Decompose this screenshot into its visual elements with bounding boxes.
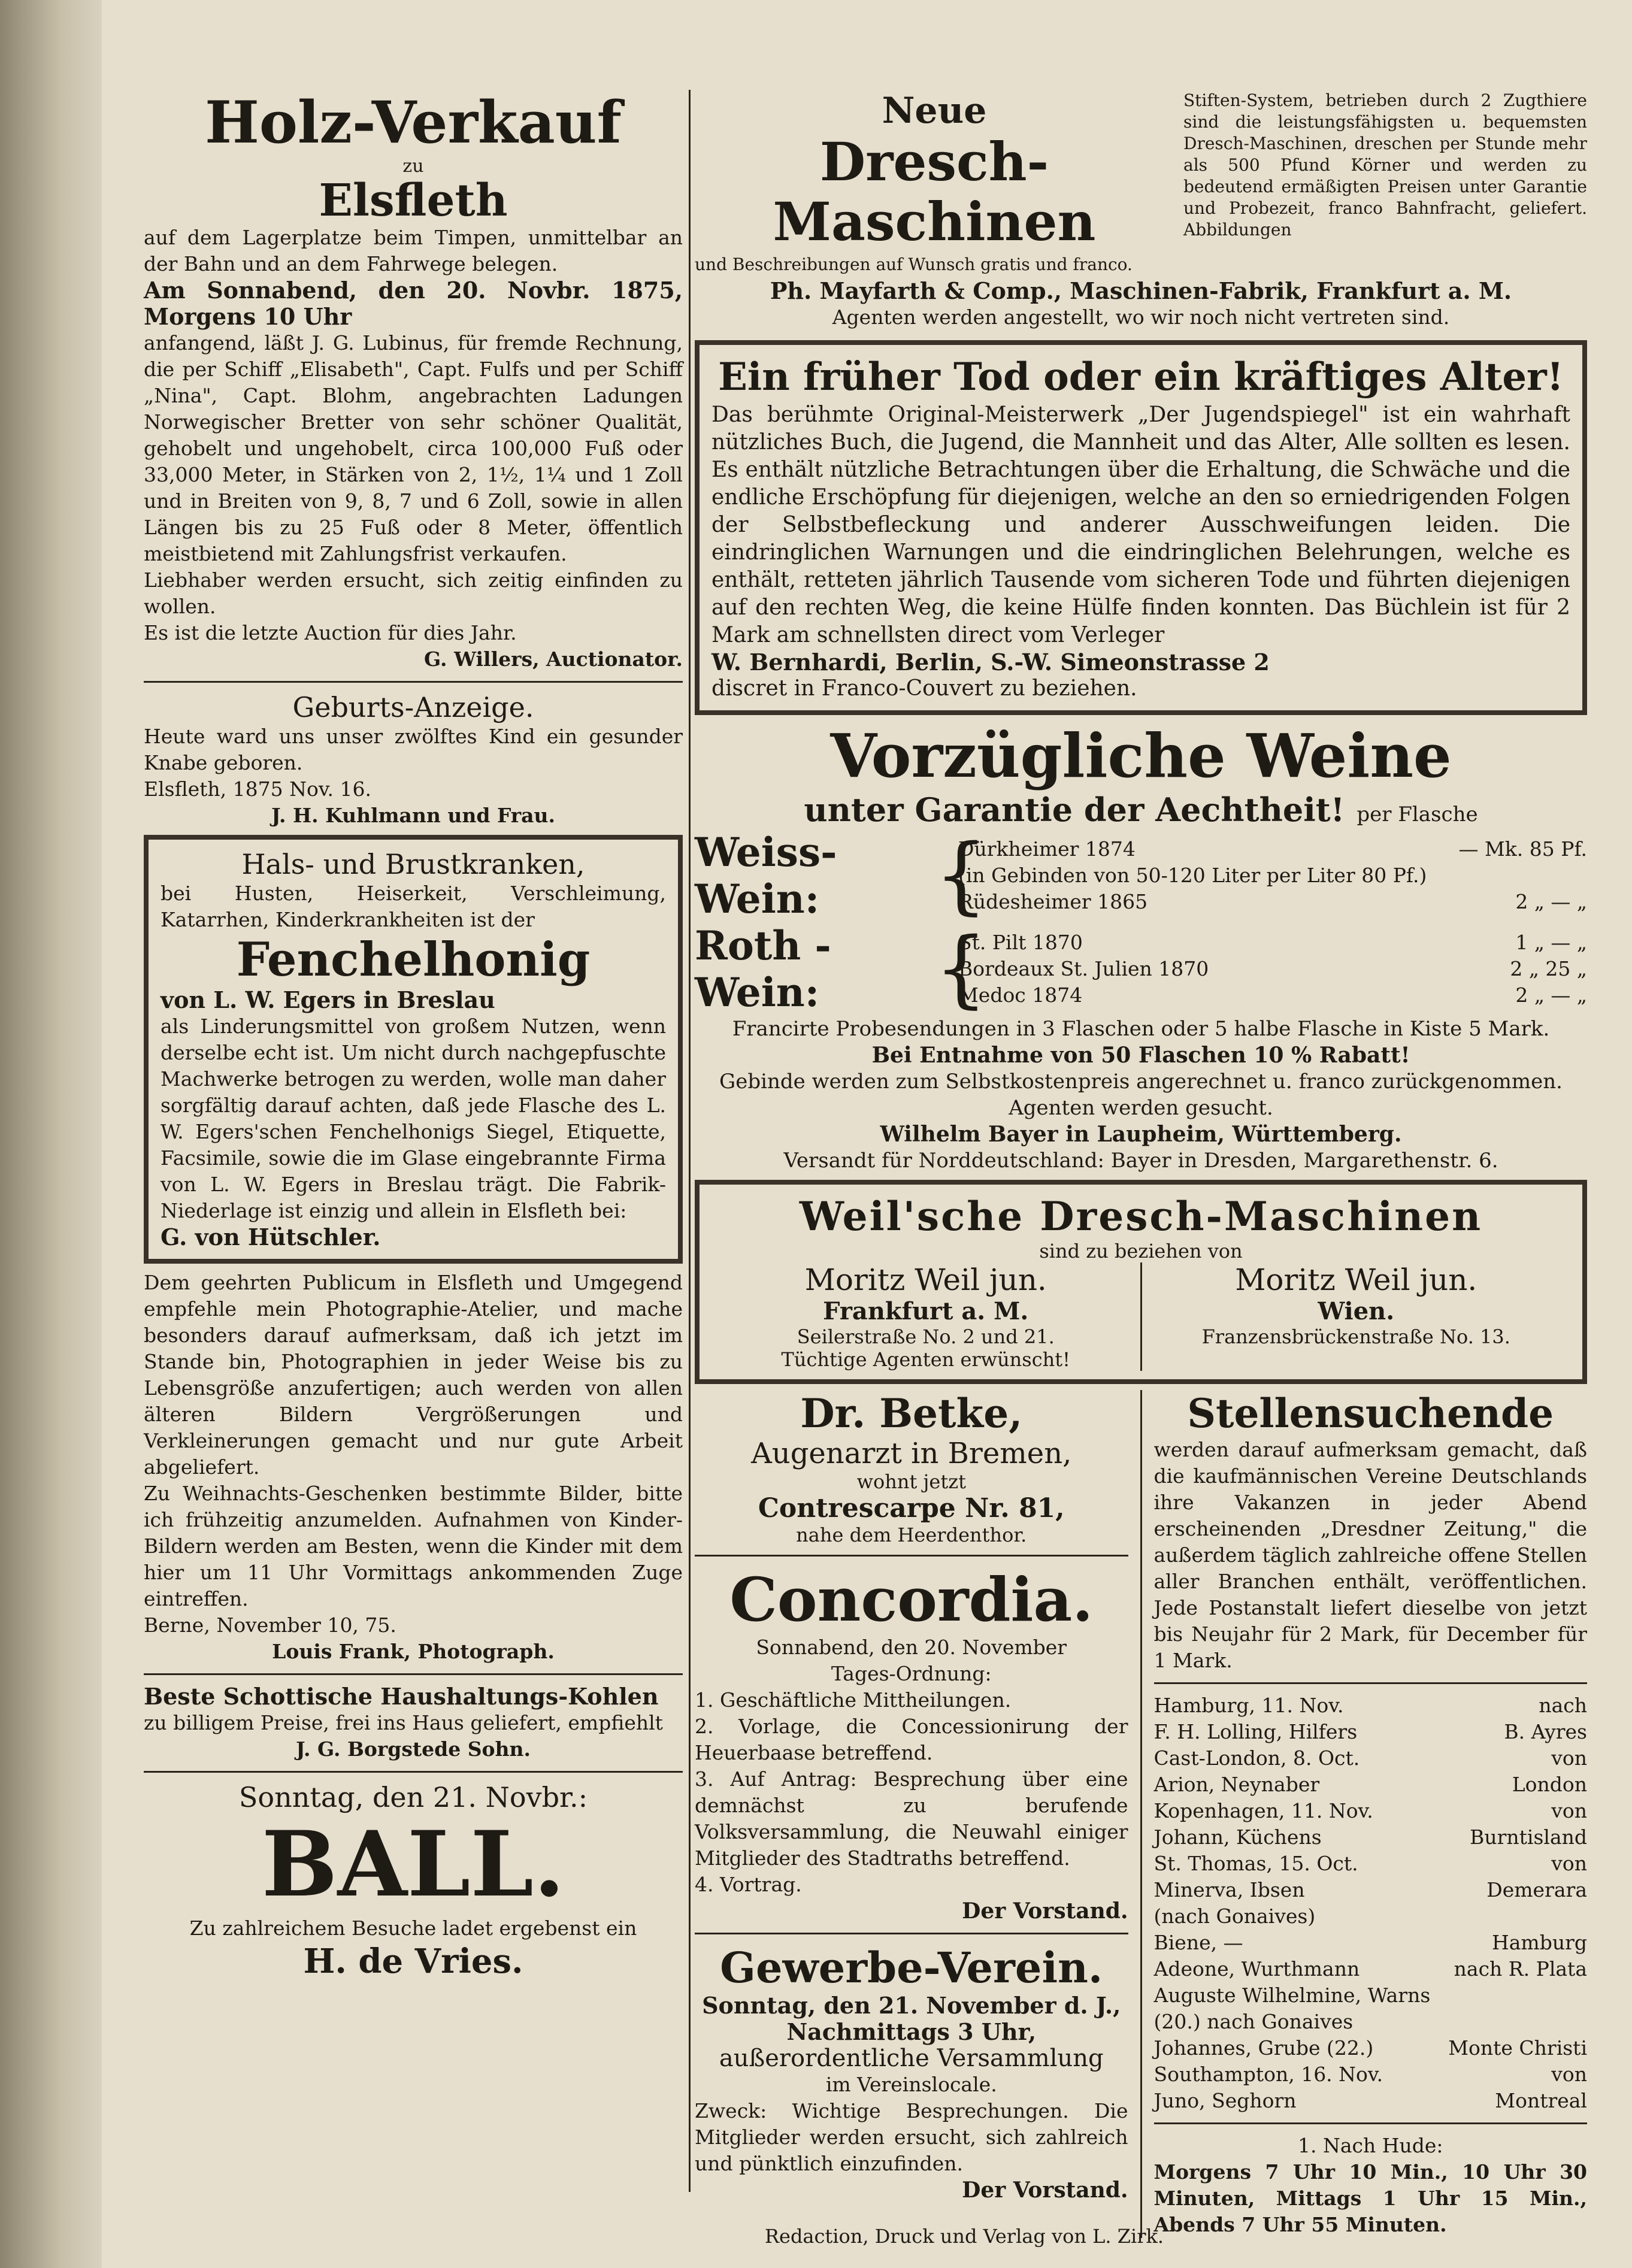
divider <box>144 681 683 683</box>
agenda-item: 3. Auf Antrag: Besprechung über eine demnächst zu berufende Volksversammlung, die Neuwahl einiger Mitglieder des Stadtraths betreffend. <box>695 1767 1128 1870</box>
ship-row-left: Minerva, Ibsen <box>1153 1878 1305 1901</box>
weil-left-name: Moritz Weil jun. <box>804 1262 1047 1297</box>
photo-text1: Dem geehrten Publicum in Elsfleth und Umgegend empfehle mein Photographie-Atelier, und mache besonders darauf aufmerksam, daß ich jetzt im Stande bin, Photographien in jeder Weise bis zu Lebensgröße anzufertigen; auch werden von allen älteren Bildern Vergrößerungen und Verkleinerungen gemacht und nur gute Arbeit abgeliefert. <box>144 1271 683 1479</box>
ship-row-left: Johannes, Grube (22.) <box>1153 2036 1374 2060</box>
wine-row-left: Dürkheimer 1874 <box>958 837 1136 861</box>
ship-row <box>1154 2088 1588 2114</box>
weine-text4: Agenten werden gesucht. <box>1009 1096 1273 1120</box>
ship-row-right: nach <box>1539 1694 1587 1717</box>
ship-row <box>1154 1745 1588 1772</box>
fenchel-title: Fenchelhonig <box>236 932 591 987</box>
fenchel-maker: von L. W. Egers in Breslau <box>161 986 495 1013</box>
ship-row-left: Biene, — <box>1153 1931 1243 1954</box>
weine-text1: Francirte Probesendungen in 3 Flaschen oder 5 halbe Flasche in Kiste 5 Mark. <box>732 1017 1550 1041</box>
roth-group: Roth - Wein: { St. Pilt 1870 1 „ — „ Bordeaux St. Julien 1870 2 „ 25 „ Medoc 1874 2 „ — „ <box>695 920 1587 1018</box>
weiss-label: Weiss-Wein: <box>695 829 837 922</box>
wine-row-left: St. Pilt 1870 <box>958 931 1083 954</box>
ship-row <box>1154 1930 1588 1956</box>
divider <box>144 1771 683 1773</box>
imprint: Redaction, Druck und Verlag von L. Zirk. <box>764 2225 1164 2248</box>
dresch-neue: Neue <box>882 90 987 132</box>
fenchel-text2: als Linderungsmittel von großem Nutzen, wenn derselbe echt ist. Um nicht durch nachgepfuschte Machwerke betrogen zu werden, wolle man daher sorgfältig darauf achten, daß jede Flasche des L. W. Egers'schen Fenchelhonigs Siegel, Etiquette, Facsimile, sowie die im Glase eingebrannte Firma von L. W. Egers in Breslau trägt. Die Fabrik-Niederlage ist einzig und allein in Elsfleth bei: <box>161 1015 666 1222</box>
weine-ad <box>695 721 1587 1174</box>
betke-title: Dr. Betke, <box>800 1390 1023 1437</box>
betke-wohnt: wohnt jetzt <box>856 1470 966 1493</box>
gewerbe-sub: außerordentliche Versammlung <box>719 2045 1104 2072</box>
kohlen-title: Beste Schottische Haushaltungs-Kohlen <box>144 1683 659 1710</box>
ship-row-left: Johann, Küchens <box>1153 1825 1322 1849</box>
wine-row <box>958 929 1587 956</box>
dresch-firm: Ph. Mayfarth & Comp., Maschinen-Fabrik, Frankfurt a. M. <box>770 277 1512 304</box>
ship-row <box>1154 1719 1588 1745</box>
weil-sub: sind zu beziehen von <box>1039 1240 1243 1262</box>
holz-zu: zu <box>402 156 424 177</box>
ship-row-right: London <box>1512 1773 1587 1796</box>
ship-row <box>1154 2009 1588 2035</box>
ship-row-left: Kopenhagen, 11. Nov. <box>1153 1799 1373 1822</box>
dresch-agents: Agenten werden angestellt, wo wir noch nicht vertreten sind. <box>832 305 1450 329</box>
ship-row <box>1154 1903 1588 1930</box>
ball-text: Zu zahlreichem Besuche ladet ergebenst ein <box>189 1916 637 1940</box>
geburt-date: Elsfleth, 1875 Nov. 16. <box>144 777 372 801</box>
ship-row-right: von <box>1551 2063 1587 2086</box>
concordia-items <box>695 1687 1128 1898</box>
ball-sign: H. de Vries. <box>303 1942 523 1981</box>
wine-row <box>958 836 1587 862</box>
weine-text3: Gebinde werden zum Selbstkostenpreis angerechnet u. franco zurückgenommen. <box>719 1070 1563 1094</box>
weil-right-city: Wien. <box>1318 1297 1395 1325</box>
dresch-desc: Stiften-System, betrieben durch 2 Zugthiere sind die leistungsfähigsten u. bequemsten Dresch-Maschinen, dreschen per Stunde mehr als 500 Pfund Körner und werden zu bedeutend ermäßigten Preisen unter Garantie und Probezeit, franco Bahnfracht, geliefert. Abbildungen <box>1183 90 1587 240</box>
gewerbe-text: Zweck: Wichtige Besprechungen. Die Mitglieder werden ersucht, sich zahlreich und pünktlich einzufinden. <box>695 2099 1128 2175</box>
ship-row <box>1154 2035 1588 2061</box>
weil-right-addr: Franzensbrückenstraße No. 13. <box>1201 1325 1510 1348</box>
weine-versand: Versandt für Norddeutschland: Bayer in Dresden, Margarethenstr. 6. <box>783 1149 1498 1173</box>
weine-title: Vorzügliche Weine <box>830 720 1452 791</box>
ship-row <box>1154 1772 1588 1798</box>
stellen-title: Stellensuchende <box>1187 1390 1554 1437</box>
holz-text3: Liebhaber werden ersucht, sich zeitig einfinden zu wollen. <box>144 568 683 618</box>
wine-row-right: — Mk. 85 Pf. <box>1458 837 1587 861</box>
holz-text1: auf dem Lagerplatze beim Timpen, unmittelbar an der Bahn und an dem Fahrwege belegen. <box>144 226 683 275</box>
betke-near: nahe dem Heerdenthor. <box>796 1524 1027 1546</box>
weiss-group: Weiss-Wein: { Dürkheimer 1874 — Mk. 85 Pf. (in Gebinden von 50-120 Liter per Liter 80 Pf.) Rüdesheimer 1865 2 „ — „ <box>695 826 1587 924</box>
photo-sign: Louis Frank, Photograph. <box>272 1640 555 1663</box>
ball-title: BALL. <box>261 1812 565 1917</box>
ship-row-right: von <box>1551 1852 1587 1875</box>
ship-row-left: Adeone, Wurthmann <box>1153 1957 1360 1981</box>
betke-sub: Augenarzt in Bremen, <box>751 1437 1072 1470</box>
betke-ad <box>695 1390 1128 1546</box>
huder-ad <box>1154 2133 1588 2238</box>
stellen-ad <box>1154 1390 1588 1674</box>
betke-addr: Contrescarpe Nr. 81, <box>758 1493 1065 1524</box>
ship-list <box>1154 1692 1588 2114</box>
holz-text4: Es ist die letzte Auction für dies Jahr. <box>144 621 517 644</box>
ship-row-left: Southampton, 16. Nov. <box>1153 2063 1383 2086</box>
ship-row-right: Hamburg <box>1491 1931 1587 1954</box>
agenda-item: 4. Vortrag. <box>695 1873 802 1896</box>
geburt-title: Geburts-Anzeige. <box>292 691 534 723</box>
ship-row-left: F. H. Lolling, Hilfers <box>1153 1720 1358 1743</box>
kohlen-text: zu billigem Preise, frei ins Haus geliefert, empfiehlt <box>144 1711 663 1734</box>
divider <box>144 1673 683 1675</box>
holz-place: Elsfleth <box>319 175 508 226</box>
weine-per: per Flasche <box>1357 803 1478 826</box>
ship-row-left: Arion, Neynaber <box>1153 1773 1320 1796</box>
ball-date: Sonntag, den 21. Novbr.: <box>238 1781 588 1813</box>
weine-text2: Bei Entnahme von 50 Flaschen 10 % Rabatt! <box>871 1043 1410 1068</box>
roth-list <box>958 929 1587 1009</box>
fenchel-ad <box>144 835 683 1264</box>
wine-row-right: 2 „ — „ <box>1515 890 1587 913</box>
wine-row-left: Bordeaux St. Julien 1870 <box>958 957 1209 980</box>
ship-row-left: (20.) nach Gonaives <box>1153 2010 1354 2033</box>
ship-row <box>1154 1956 1588 1982</box>
ship-row-right: Demerara <box>1486 1878 1587 1901</box>
right-column <box>695 90 1587 2238</box>
gewerbe-title: Gewerbe-Verein. <box>720 1943 1103 1993</box>
wine-row-left: Medoc 1874 <box>958 983 1083 1007</box>
holz-title: Holz-Verkauf <box>205 89 622 156</box>
wine-row <box>958 956 1587 982</box>
ship-row <box>1154 1824 1588 1851</box>
gewerbe-ad <box>695 1943 1128 2203</box>
weine-sub: unter Garantie der Aechtheit! <box>804 791 1345 829</box>
weil-title: Weil'sche Dresch-Maschinen <box>799 1193 1483 1240</box>
wine-row <box>958 889 1587 915</box>
agenda-item: 1. Geschäftliche Mittheilungen. <box>695 1688 1012 1712</box>
concordia-agenda: Tages-Ordnung: <box>831 1662 992 1685</box>
book-binding <box>0 0 102 2268</box>
gewerbe-sign: Der Vorstand. <box>962 2178 1128 2203</box>
ship-row <box>1154 1851 1588 1877</box>
tod-text: Das berühmte Original-Meisterwerk „Der Jugendspiegel" ist ein wahrhaft nützliches Buch, die Jugend, die Mannheit und das Alter, Alle sollten es lesen. Es enthält nützliche Betrachtungen über die Erhaltung, die Schwäche und die endliche Erschöpfung für diejenigen, welche an den so erniedrigenden Folgen der Selbstbefleckung und anderer Ausschweifungen leiden. Die eindringlichen Warnungen und die eindringlichen Belehrungen, welche es enthält, retteten jährlich Tausende vom sicheren Tode und führten diejenigen auf den rechten Weg, die keine Hülfe finden konnten. Das Büchlein ist für 2 Mark am schnellsten direct vom Verleger <box>711 402 1570 647</box>
fenchel-head: Hals- und Brustkranken, <box>241 848 585 880</box>
wine-row-right: 1 „ — „ <box>1515 931 1587 954</box>
fenchel-dealer: G. von Hütschler. <box>161 1224 381 1250</box>
holz-date: Am Sonnabend, den 20. Novbr. 1875, Morgens 10 Uhr <box>144 277 683 330</box>
weil-ad <box>695 1180 1587 1384</box>
ship-row-left: Hamburg, 11. Nov. <box>1153 1694 1344 1717</box>
ship-row-left: Auguste Wilhelmine, Warns <box>1153 1984 1431 2007</box>
kohlen-ad <box>144 1683 683 1763</box>
ball-ad <box>144 1781 683 1981</box>
ship-row-right: Montreal <box>1495 2089 1587 2112</box>
weil-right-name: Moritz Weil jun. <box>1235 1262 1477 1297</box>
dresch-title: Dresch-Maschinen <box>773 131 1096 253</box>
holz-sign: G. Willers, Auctionator. <box>424 647 683 671</box>
tod-publisher: W. Bernhardi, Berlin, S.-W. Simeonstrasse 2 <box>711 649 1270 676</box>
photo-date: Berne, November 10, 75. <box>144 1613 396 1637</box>
left-column <box>144 90 683 1981</box>
ship-row-left: Juno, Seghorn <box>1153 2089 1297 2112</box>
lower-right <box>695 1390 1587 2238</box>
geburt-ad <box>144 691 683 829</box>
wine-row <box>958 862 1587 889</box>
weiss-list <box>958 836 1587 915</box>
ship-row-right: Monte Christi <box>1448 2036 1587 2060</box>
wine-row-right: 2 „ 25 „ <box>1510 957 1587 980</box>
tod-title: Ein früher Tod oder ein kräftiges Alter! <box>718 355 1564 399</box>
tod-tail: discret in Franco-Couvert zu beziehen. <box>711 676 1137 701</box>
ship-row-left: St. Thomas, 15. Oct. <box>1153 1852 1358 1875</box>
ship-row <box>1154 2061 1588 2088</box>
huder-title: 1. Nach Hude: <box>1297 2134 1443 2157</box>
gewerbe-place: im Vereinslocale. <box>825 2073 997 2096</box>
concordia-ad <box>695 1565 1128 1924</box>
column-rule <box>689 90 691 2192</box>
ship-row <box>1154 1877 1588 1903</box>
geburt-text: Heute ward uns unser zwölftes Kind ein gesunder Knabe geboren. <box>144 725 683 774</box>
ship-row-right: nach R. Plata <box>1454 1957 1587 1981</box>
photo-text2: Zu Weihnachts-Geschenken bestimmte Bilder, bitte ich frühzeitig anzumelden. Aufnahmen von Kinder-Bildern werden am Besten, wenn die Kinder mit dem hier um 11 Uhr Vormittags ankommenden Zuge eintreffen. <box>144 1482 683 1610</box>
agenda-item: 2. Vorlage, die Concessionirung der Heuerbaase betreffend. <box>695 1715 1128 1764</box>
ship-row <box>1154 1798 1588 1824</box>
wine-row <box>958 982 1587 1009</box>
huder-text: Morgens 7 Uhr 10 Min., 10 Uhr 30 Minuten, Mittags 1 Uhr 15 Min., Abends 7 Uhr 55 Minuten. <box>1153 2160 1587 2236</box>
gewerbe-date: Sonntag, den 21. November d. J., Nachmittags 3 Uhr, <box>702 1992 1121 2045</box>
ship-row-left: Cast-London, 8. Oct. <box>1153 1746 1360 1770</box>
weine-firm: Wilhelm Bayer in Laupheim, Württemberg. <box>880 1122 1402 1147</box>
dresch-ad <box>695 90 1587 331</box>
wine-row-right: 2 „ — „ <box>1515 983 1587 1007</box>
dresch-desc2: und Beschreibungen auf Wunsch gratis und franco. <box>695 255 1133 274</box>
ship-row <box>1154 1982 1588 2009</box>
concordia-title: Concordia. <box>729 1564 1094 1635</box>
holz-ad <box>144 90 683 673</box>
ship-row-right: B. Ayres <box>1504 1720 1587 1743</box>
kohlen-sign: J. G. Borgstede Sohn. <box>295 1737 531 1761</box>
ship-row <box>1154 1692 1588 1719</box>
weil-left-addr: Seilerstraße No. 2 und 21. <box>797 1325 1055 1348</box>
concordia-date: Sonnabend, den 20. November <box>756 1636 1067 1659</box>
holz-text2: anfangend, läßt J. G. Lubinus, für fremde Rechnung, die per Schiff „Elisabeth", Capt. Fulfs und per Schiff „Nina", Capt. Blohm, angebrachten Ladungen Norwegischer Bretter von sehr schöner Qualität, gehobelt und ungehobelt, circa 100,000 Fuß oder 33,000 Meter, in Stärken von 2, 1½, 1¼ und 1 Zoll und in Breiten von 9, 8, 7 und 6 Zoll, sowie in allen Längen bis zu 25 Fuß oder 8 Meter, öffentlich meistbietend mit Zahlungsfrist verkaufen. <box>144 331 683 565</box>
roth-label: Roth - Wein: <box>695 922 831 1016</box>
wine-row-left: Rüdesheimer 1865 <box>958 890 1148 913</box>
photo-ad <box>144 1270 683 1665</box>
concordia-sign: Der Vorstand. <box>962 1898 1128 1924</box>
ship-row-left: (nach Gonaives) <box>1153 1904 1316 1928</box>
stellen-text: werden darauf aufmerksam gemacht, daß die kaufmännischen Vereine Deutschlands ihre Vakanzen in jeder Abend erscheinenden „Dresdner Zeitung," die außerdem täglich zahlreiche offene Stellen aller Branchen enthält, veröffentlichen. Jede Postanstalt liefert dieselbe von jetzt bis Neujahr für 2 Mark, für December für 1 Mark. <box>1153 1438 1587 1672</box>
ship-row-right: von <box>1551 1746 1587 1770</box>
ship-row-right: von <box>1551 1799 1587 1822</box>
wine-row-left: (in Gebinden von 50-120 Liter per Liter 80 Pf.) <box>958 864 1427 887</box>
weil-left-note: Tüchtige Agenten erwünscht! <box>781 1348 1070 1371</box>
tod-ad <box>695 340 1587 715</box>
geburt-sign: J. H. Kuhlmann und Frau. <box>271 804 556 827</box>
weil-left-city: Frankfurt a. M. <box>823 1297 1029 1325</box>
fenchel-text1: bei Husten, Heiserkeit, Verschleimung, Katarrhen, Kinderkrankheiten ist der <box>161 882 666 931</box>
ship-row-right: Burntisland <box>1470 1825 1587 1849</box>
